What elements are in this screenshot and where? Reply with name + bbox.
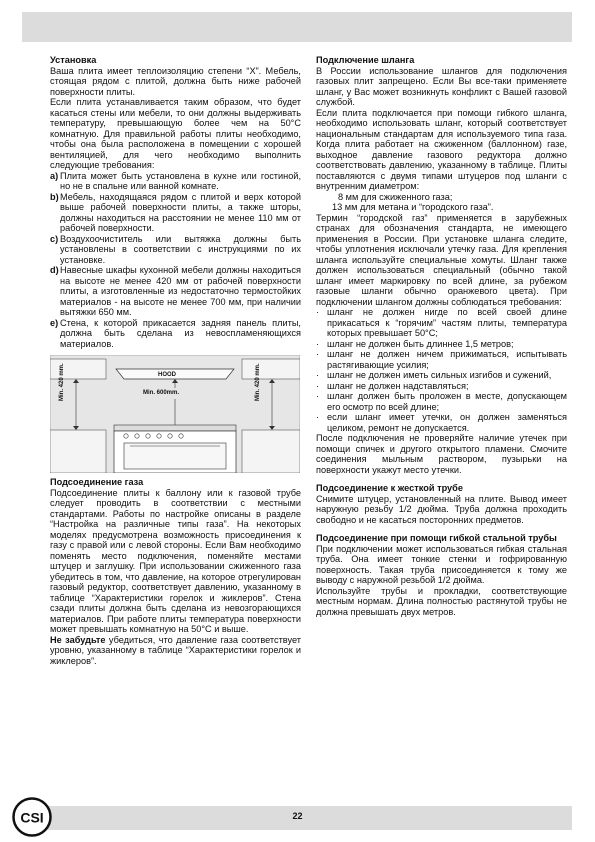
rigid-heading: Подсоединение к жесткой трубе <box>316 483 463 493</box>
hose-size-line: 13 мм для метана и “городского газа”. <box>332 202 494 212</box>
hood-label: HOOD <box>158 372 176 378</box>
hose-paragraph: Термин “городской газ” применяется в зарубежных странах для обозначения стандарта, не имеющего применения в России. При установке шланга следите, чтобы уплотнения исключали утечку газа. Для крепления шланга используйте специальные хомуты. Шланг также должен использоваться специальный (обычно такой шланг имеет маркировку по всей длине, за рубежом газовые шланги обычно оранжевого цвета). При подключении шлангом должны соблюдаться требования: <box>316 212 567 307</box>
gas-note-text: убедиться, что давление газа соответствует уровню, указанному в таблице “Характеристики горелок и жиклеров”. <box>50 634 301 666</box>
list-item: c) Воздухоочиститель или вытяжка должны быть установлены в соответствии с инструкциями по их установке. <box>50 233 301 265</box>
list-item: · шланг не должен нигде по всей своей длине прикасаться к “горячим” частям плиты, температура которых превышает 50°С; <box>316 307 567 338</box>
hose-heading: Подключение шланга <box>316 55 415 65</box>
list-item: · шланг не должен быть длиннее 1,5 метров; <box>316 338 514 349</box>
hose-size-line: 8 мм для сжиженного газа; <box>338 191 453 202</box>
hose-paragraph: В России использование шлангов для подключения газовых плит запрещено. Если Вы все-таки применяете шланг, у Вас может возникнуть конфликт с Вашей газовой службой. <box>316 65 567 107</box>
min-600-label: Min. 600mm. <box>143 388 179 399</box>
install-paragraph: Ваша плита имеет теплоизоляцию степени “X”. Мебель, стоящая рядом с плитой, должна быть ниже рабочей поверхности плиты. <box>50 65 301 97</box>
flex-paragraph: Используйте трубы и прокладки, соответствующие местным нормам. Длина полностью растянутой трубы не должна превышать двух метров. <box>316 585 567 617</box>
page-number: 22 <box>292 811 303 821</box>
list-item: a) Плита может быть установлена в кухне или гостиной, но не в спальне или ванной комнате. <box>50 170 301 191</box>
gas-paragraph: Подсоединение плиты к баллону или к газовой трубе следует проводить в соответствии с местными стандартами. Работы по настройке описаны в разделе “Настройка на различные типы газа”. На некоторых моделях предусмотрена возможность присоединения к газу с правой или с левой стороны. Если Вам необходимо поменять место подключения, поменяйте местами штуцер и заглушку. При использовании сжиженного газа убедитесь в том, что давление, на которое отрегулирован газовый редуктор, соответствует давлению, указанному в таблице “Характеристики горелок и жиклеров”. Стена сзади плиты должна быть сделана из невозгорающихся материалов. При работе плиты температура поверхности может превышать комнатную на 50°С и выше. <box>50 487 301 634</box>
list-item: · шланг не должен ничем прижиматься, испытывать растягивающие усилия; <box>316 349 567 370</box>
install-heading: Установка <box>50 55 97 65</box>
list-item: · шланг не должен иметь сильных изгибов и сужений, <box>316 370 552 380</box>
rigid-paragraph: Снимите штуцер, установленный на плите. Вывод имеет наружную резьбу 1/2 дюйма. Труба должна проходить свободно и не касаться посторонних предметов. <box>316 493 567 525</box>
flex-paragraph: При подключении может использоваться гибкая стальная труба. Она имеет тонкие стенки и гофрированную поверхность. Такая труба присоединяется к тому же выводу с наружной резьбой 1/2 дюйма. <box>316 543 567 585</box>
min-420-right-label: Min. 420 mm. <box>255 363 261 401</box>
header-bar <box>22 12 572 42</box>
gas-heading: Подсоединение газа <box>50 477 144 487</box>
hose-paragraph: Если плита подключается при помощи гибкого шланга, необходимо использовать шланг, который соответствует национальным стандартам для используемого типа газа. Когда плита работает на сжиженном (баллонном) газе, выходное давление газового редуктора должно соответствовать давлению, указанному в таблице. Плиты поставляются с двумя типами штуцеров под шланги с внутренним диаметром: <box>316 107 567 191</box>
hose-paragraph: После подключения не проверяйте наличие утечек при помощи спичек и другого открытого пламени. Смочите соединения мыльным раствором, пузырьки на поверхности укажут место утечки. <box>316 433 567 475</box>
gas-note-bold: Не забудьте <box>50 634 106 645</box>
flex-heading: Подсоединение при помощи гибкой стальной трубы <box>316 533 557 543</box>
list-item: b) Мебель, находящаяся рядом с плитой и верх которой выше рабочей поверхности плиты, а также шторы, должны находиться на расстоянии не менее 110 мм от рабочей поверхности. <box>50 191 301 233</box>
right-column <box>316 55 567 617</box>
list-item: · шланг не должен надставляться; <box>316 380 469 391</box>
list-item: · если шланг имеет утечки, он должен заменяться целиком, ремонт не допускается. <box>316 412 567 433</box>
installation-diagram <box>50 355 300 473</box>
install-paragraph: Если плита устанавливается таким образом, что будет касаться стены или мебели, то они должны выдерживать температуру, превышающую более чем на 50°С комнатную. Для правильной работы плиты необходимо, чтобы она была расположена в помещении с хорошей вентиляцией, для чего необходимо выполнить следующие требования: <box>50 97 301 170</box>
left-column <box>50 55 301 666</box>
gas-note <box>50 635 301 667</box>
list-item: e) Стена, к которой прикасается задняя панель плиты, должна быть сделана из невоспламеняющихся материалов. <box>50 317 301 349</box>
list-item: · шланг должен быть проложен в месте, допускающем его осмотр по всей длине; <box>316 391 567 412</box>
logo-text: CSI <box>20 809 44 826</box>
min-420-left-label: Min. 420 mm. <box>59 363 65 401</box>
list-item: d) Навесные шкафы кухонной мебели должны находиться на высоте не менее 420 мм от рабочей поверхности плиты, а изготовленные из недостаточно термостойких материалов - на высоте не менее 700 мм, при наличии вытяжки 650 мм. <box>50 265 301 317</box>
